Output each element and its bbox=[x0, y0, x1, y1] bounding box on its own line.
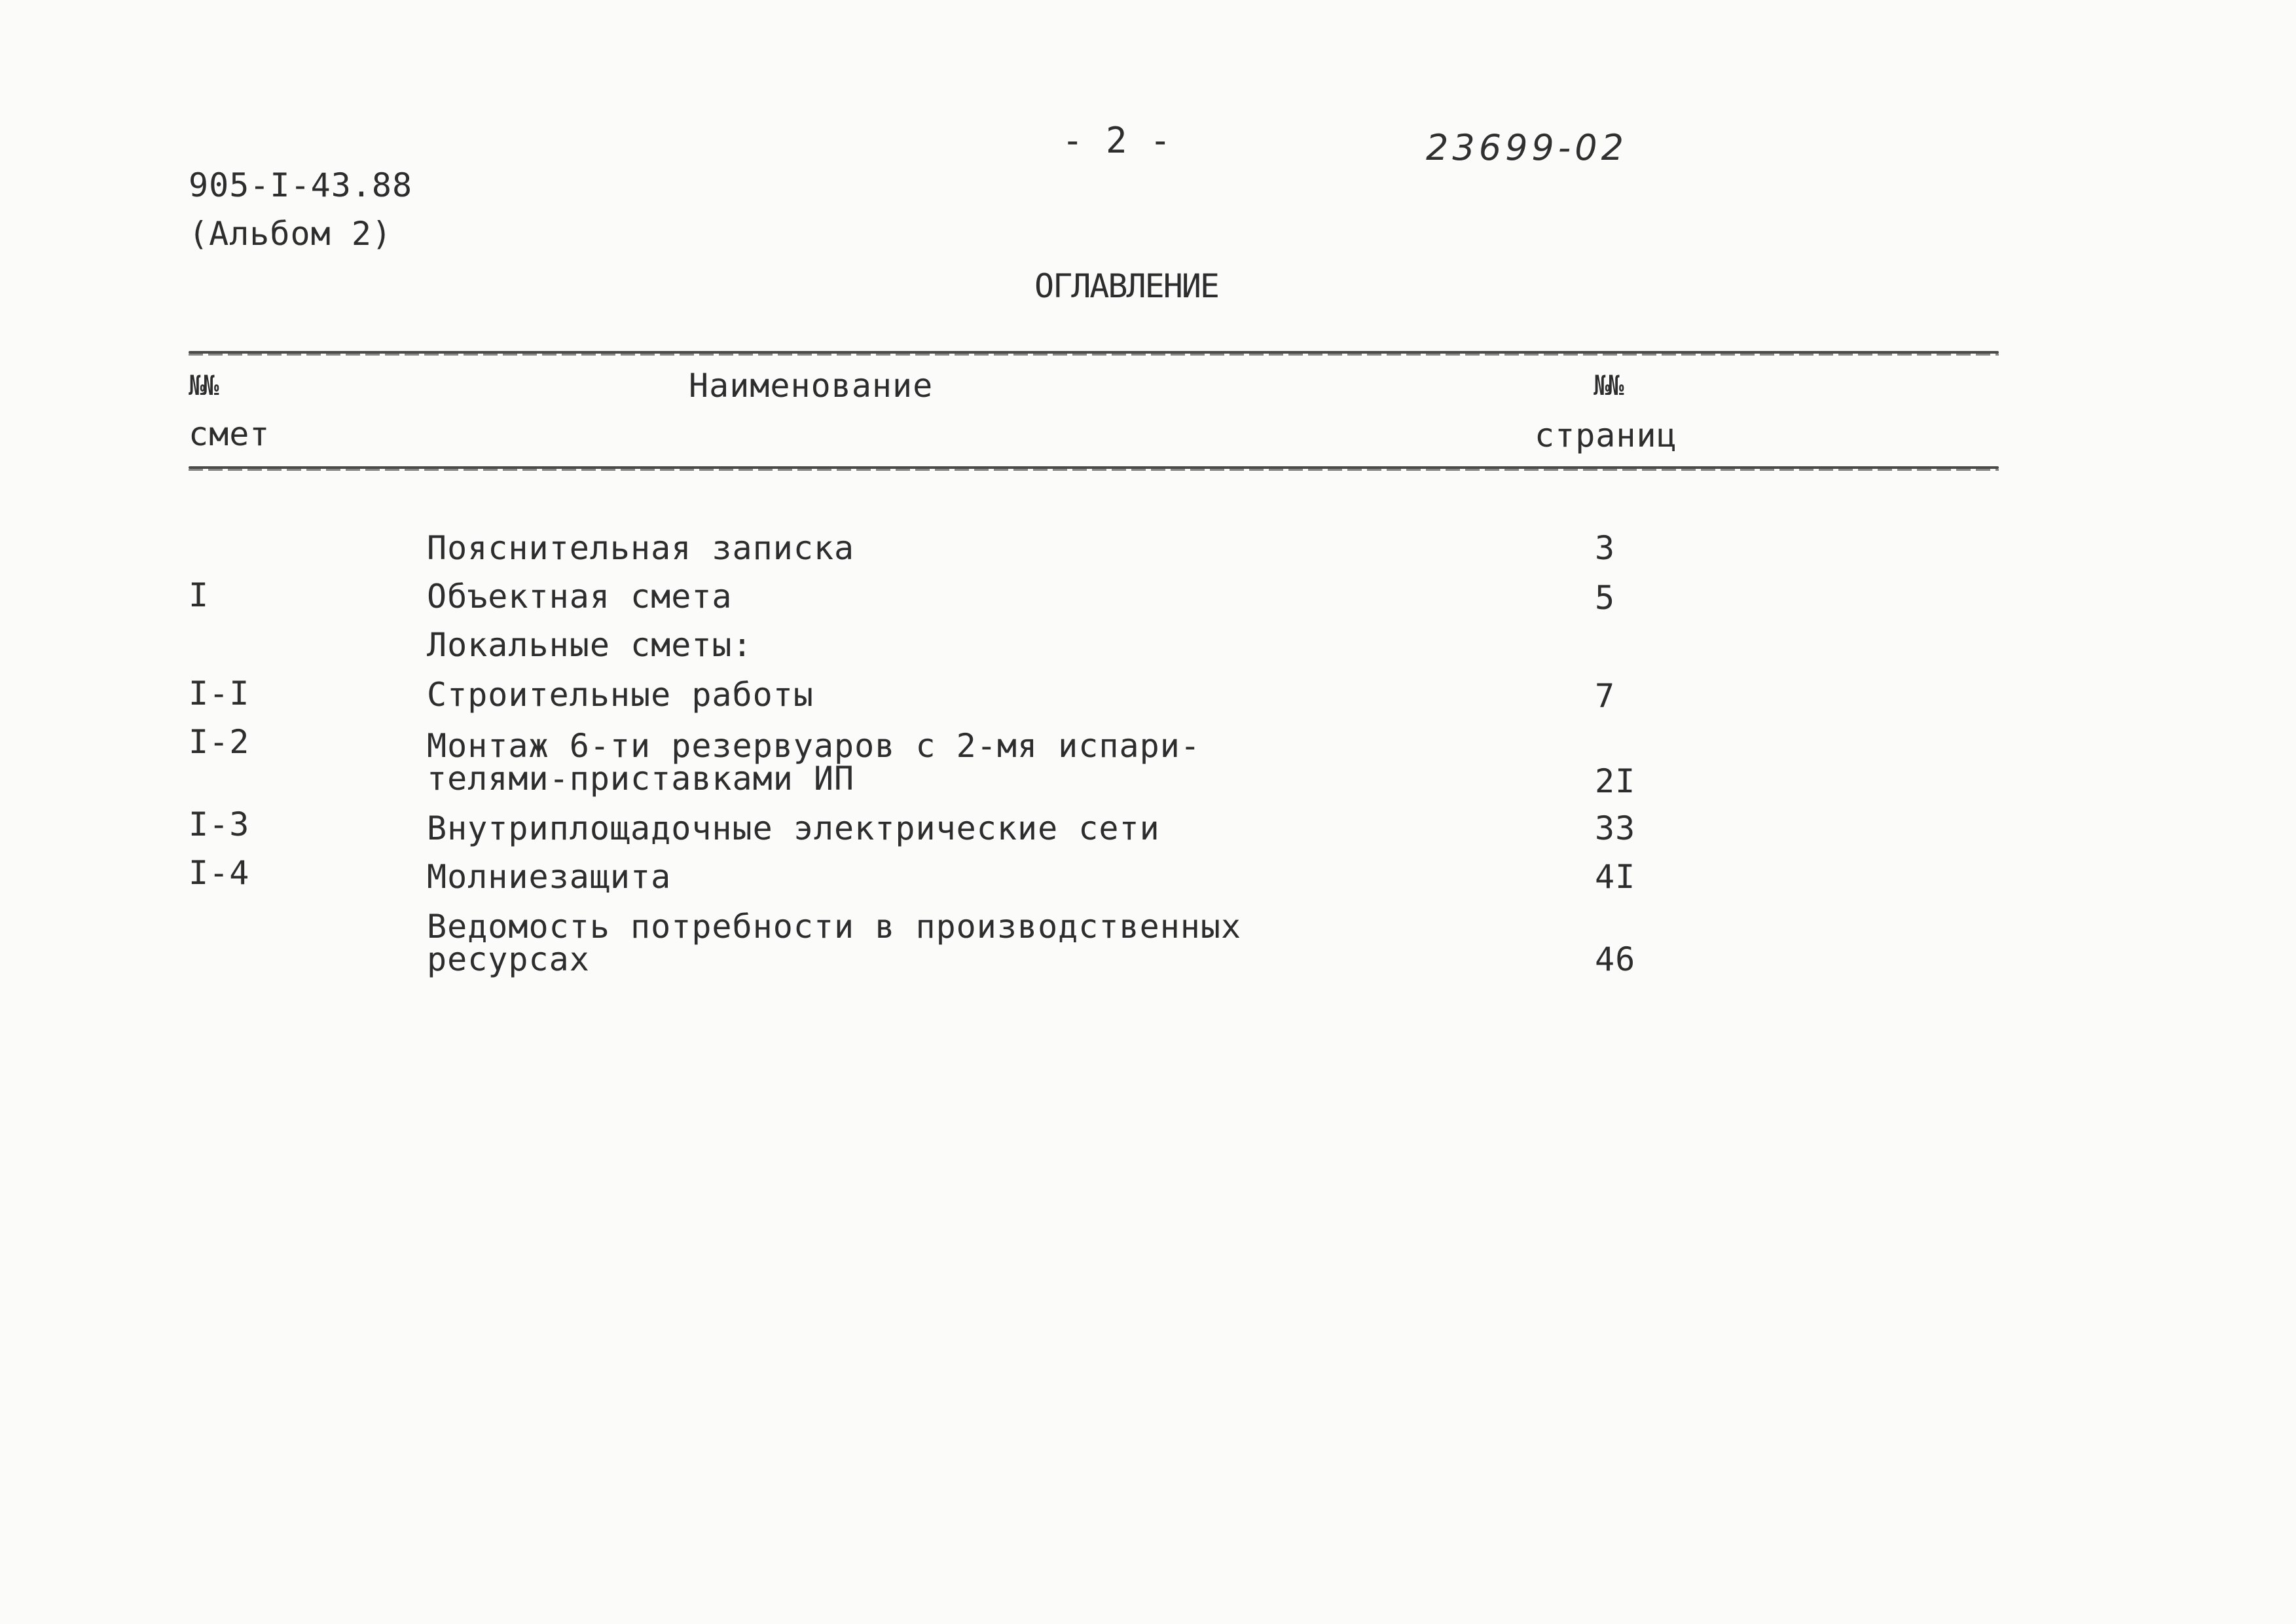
col-header-num-1: №№ bbox=[189, 369, 217, 401]
doc-code: 905-I-43.88 bbox=[189, 166, 413, 204]
toc-row-name-cont: ресурсах bbox=[427, 940, 590, 978]
toc-row-page: 46 bbox=[1595, 940, 1636, 978]
toc-row-num: I-3 bbox=[189, 805, 250, 843]
col-header-page-2: страниц bbox=[1535, 416, 1677, 454]
col-header-num-2: смет bbox=[189, 415, 270, 453]
toc-row-num: I-2 bbox=[189, 723, 250, 761]
toc-section-label: Локальные сметы: bbox=[427, 626, 753, 664]
col-header-name: Наименование bbox=[689, 367, 934, 405]
toc-row-name: Молниезащита bbox=[427, 858, 672, 896]
toc-row-name: Строительные работы bbox=[427, 676, 814, 714]
toc-row-name: Объектная смета bbox=[427, 578, 733, 616]
stamp-number: 23699-02 bbox=[1426, 127, 1628, 168]
toc-row-num: I-4 bbox=[189, 854, 250, 892]
header-top-rule bbox=[189, 351, 1999, 354]
header-bottom-rule bbox=[189, 466, 1999, 469]
toc-row-page: 3 bbox=[1595, 529, 1616, 567]
toc-row-page: 4I bbox=[1595, 858, 1636, 896]
toc-row-num: I-I bbox=[189, 674, 250, 712]
page-number: - 2 - bbox=[1062, 120, 1172, 161]
toc-row-name: Пояснительная записка bbox=[427, 529, 855, 567]
album-label: (Альбом 2) bbox=[189, 215, 393, 253]
toc-row-name-cont: телями-приставками ИП bbox=[427, 760, 855, 798]
toc-row-page: 2I bbox=[1595, 762, 1636, 800]
col-header-page-1: №№ bbox=[1594, 369, 1622, 401]
toc-row-page: 33 bbox=[1595, 809, 1636, 847]
toc-row-name: Ведомость потребности в производственных bbox=[427, 908, 1242, 946]
toc-row-num: I bbox=[189, 576, 210, 614]
toc-row-page: 7 bbox=[1595, 677, 1616, 715]
page-title: ОГЛАВЛЕНИЕ bbox=[1034, 267, 1219, 305]
toc-row-name: Внутриплощадочные электрические сети bbox=[427, 809, 1160, 847]
toc-row-page: 5 bbox=[1595, 579, 1616, 617]
toc-row-name: Монтаж 6-ти резервуаров с 2-мя испари- bbox=[427, 727, 1201, 765]
